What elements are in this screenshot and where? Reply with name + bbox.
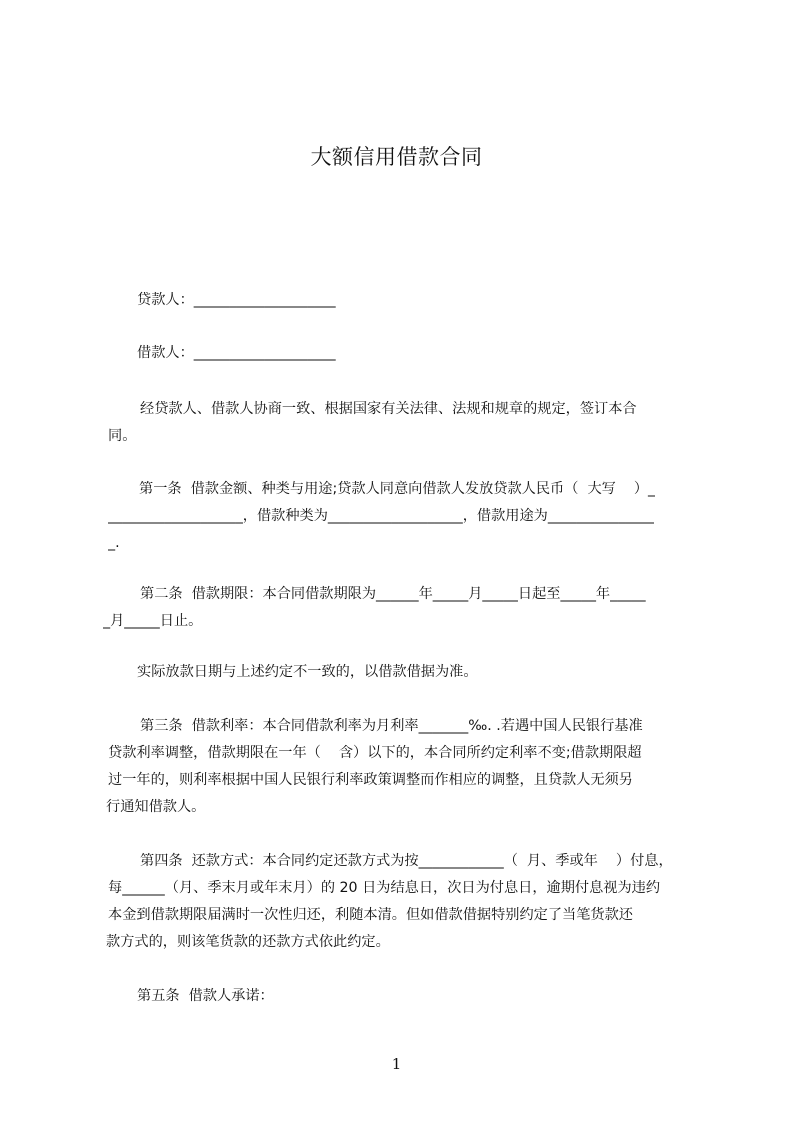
article-3-line-4: 行通知借款人。: [106, 799, 206, 815]
page-number: 1: [391, 1055, 402, 1073]
article-1-line-1: 第一条 借款金额、种类与用途;贷款人同意向借款人发放贷款人民币（ 大写 ）_: [139, 481, 656, 497]
preamble-line-1: 经贷款人、借款人协商一致、根据国家有关法律、法规和规章的规定，签订本合: [140, 401, 637, 417]
article-2-line-2: _月_____日止。: [103, 613, 203, 629]
article-3-line-1: 第三条 借款利率：本合同借款利率为月利率_______‰. .若遇中国人民银行基准: [140, 718, 643, 734]
article-2-line-1: 第二条 借款期限：本合同借款期限为______年_____月_____日起至_____年_____: [140, 586, 646, 602]
article-1-line-2: ___________________，借款种类为___________________，借款用途为_______________: [108, 508, 655, 524]
article-4-line-4: 款方式的，则该笔货款的还款方式依此约定。: [106, 934, 390, 950]
article-4-line-2: 每______（月、季末月或年末月）的 20 日为结息日，次日为付息日，逾期付息视为违约: [108, 880, 661, 896]
article-4-line-3: 本金到借款期限届满时一次性归还，利随本清。但如借款借据特别约定了当笔货款还: [108, 907, 633, 923]
borrower-line: 借款人：____________________: [137, 345, 336, 361]
preamble-line-2: 同。: [108, 428, 137, 444]
lender-line: 贷款人：____________________: [137, 292, 336, 308]
actual-date-line: 实际放款日期与上述约定不一致的，以借款借据为准。: [137, 664, 478, 680]
article-4-line-1: 第四条 还款方式：本合同约定还款方式为按____________（ 月、季或年 ）付息，: [140, 853, 673, 869]
document-title: 大额信用借款合同: [310, 145, 483, 169]
article-3-line-2: 贷款利率调整，借款期限在一年（ 含）以下的，本合同所约定利率不变;借款期限超: [108, 745, 642, 761]
article-3-line-3: 过一年的，则利率根据中国人民银行利率政策调整而作相应的调整，且贷款人无须另: [108, 772, 633, 788]
article-5-line-1: 第五条 借款人承诺：: [137, 988, 274, 1004]
article-1-line-3: _.: [108, 535, 120, 551]
